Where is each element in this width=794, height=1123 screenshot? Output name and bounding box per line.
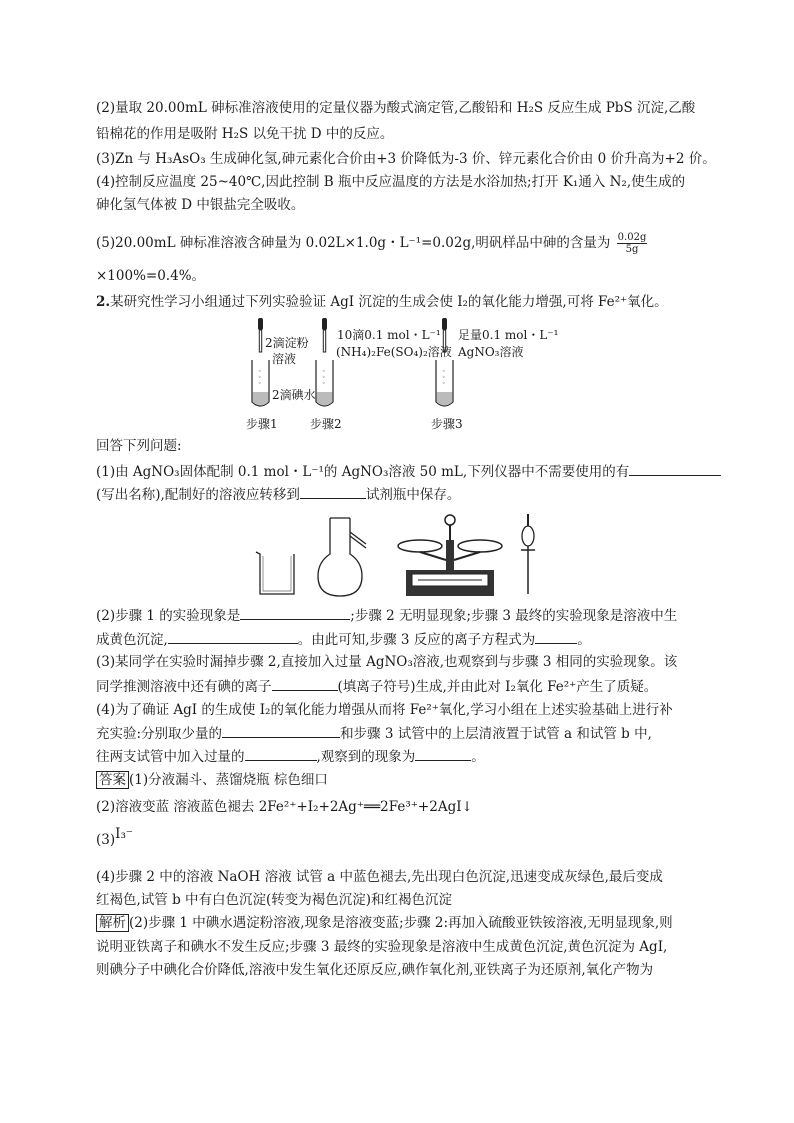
svg-text:◦: ◦ — [442, 374, 446, 381]
text-line: (3)Zn 与 H₃AsO₃ 生成砷化氢,砷元素化合价由+3 价降低为-3 价、锌元素化合价由 0 价升高为+2 价。 — [96, 151, 716, 167]
fraction-denominator: 5g — [625, 244, 639, 255]
answer-blank[interactable] — [245, 746, 317, 761]
text-line: (4)步骤 2 中的溶液 NaOH 溶液 试管 a 中蓝色褪去,先出现白色沉淀,迅速变成灰绿色,最后变成 — [96, 869, 663, 885]
text-segment: 同学推测溶液中还有碘的离子 — [96, 679, 272, 695]
answer-blank[interactable] — [240, 605, 350, 620]
text-line: (2)量取 20.00mL 砷标准溶液使用的定量仪器为酸式滴定管,乙酸铅和 H₂S 反应生成 PbS 沉淀,乙酸 — [96, 100, 696, 116]
text-segment: 和步骤 3 试管中的上层清液置于试管 a 和试管 b 中, — [340, 726, 652, 742]
text-line — [96, 629, 591, 650]
text-segment: (5)20.00mL 砷标准溶液含砷量为 0.02L×1.0g・L⁻¹=0.02g,明矾样品中砷的含量为 — [96, 235, 611, 251]
text-segment: (3) — [96, 832, 116, 848]
test-tube-icon — [436, 360, 453, 406]
text-segment: 。由此可知,步骤 3 反应的离子方程式为 — [297, 632, 536, 648]
text-segment: I₃⁻ — [115, 826, 133, 842]
explanation-tag: 解析 — [96, 914, 129, 932]
text-segment: (2)步骤 1 的实验现象是 — [96, 608, 241, 624]
text-segment: 成黄色沉淀, — [96, 632, 168, 648]
text-segment: (1)由 AgNO₃固体配制 0.1 mol・L⁻¹的 AgNO₃溶液 50 mL,下列仪器中不需要使用的有 — [96, 464, 630, 480]
text-line — [96, 232, 647, 255]
question-number: 2. — [96, 294, 111, 310]
question-text: 某研究性学习小组通过下列实验验证 AgI 沉淀的生成会使 I₂的氧化能力增强,可将 Fe²⁺氧化。 — [110, 294, 668, 310]
svg-text:◦: ◦ — [442, 368, 446, 375]
text-line: 说明亚铁离子和碘水不发生反应;步骤 3 最终的实验现象是溶液中生成黄色沉淀,黄色沉淀为 AgI, — [96, 939, 668, 955]
svg-text:◦: ◦ — [258, 368, 262, 375]
text-segment: ;步骤 2 无明显现象;步骤 3 最终的实验现象是溶液中生 — [350, 608, 678, 624]
figure-label: 2滴碘水 — [272, 388, 316, 402]
balance-icon — [398, 515, 502, 596]
svg-text:◦: ◦ — [258, 374, 262, 381]
text-segment: (2)步骤 1 中碘水遇淀粉溶液,现象是溶液变蓝;步骤 2:再加入硫酸亚铁铵溶液,无明显现象,则 — [129, 915, 673, 931]
svg-text:◦: ◦ — [322, 380, 326, 387]
text-line: (2)溶液变蓝 溶液蓝色褪去 2Fe²⁺+I₂+2Ag⁺══2Fe³⁺+2AgI↓ — [96, 799, 473, 815]
text-segment: (写出名称),配制好的溶液应转移到 — [96, 487, 300, 503]
distilling-flask-icon — [318, 518, 366, 596]
svg-text:◦: ◦ — [322, 374, 326, 381]
answer-blank[interactable] — [272, 676, 338, 691]
text-line: (4)为了确证 AgI 的生成使 I₂的氧化能力增强从而将 Fe²⁺氧化,学习小组在上述实验基础上进行补 — [96, 702, 673, 718]
text-segment: 。 — [577, 632, 591, 648]
text-line — [96, 676, 657, 697]
text-line — [96, 461, 721, 482]
answer-blank[interactable] — [222, 723, 340, 738]
answer-blank[interactable] — [535, 629, 577, 644]
text-line: 回答下列问题: — [96, 438, 182, 454]
text-segment: 。 — [471, 749, 485, 765]
figure-label: 10滴0.1 mol・L⁻¹ — [337, 328, 441, 342]
text-line: (4)控制反应温度 25~40℃,因此控制 B 瓶中反应温度的方法是水浴加热;打开 K₁通入 N₂,使生成的 — [96, 174, 686, 190]
text-line: 铅棉花的作用是吸附 H₂S 以免干扰 D 中的反应。 — [96, 126, 394, 142]
test-tube-icon — [252, 360, 269, 406]
figure-caption: 步骤1 — [246, 417, 278, 431]
text-segment: ,观察到的现象为 — [316, 749, 416, 765]
svg-text:◦: ◦ — [322, 368, 326, 375]
figure-label: 溶液 — [272, 352, 297, 366]
answer-blank[interactable] — [629, 461, 721, 476]
figure-caption: 步骤3 — [431, 417, 463, 431]
text-line: 则碘分子中碘化合价降低,溶液中发生氧化还原反应,碘作氧化剂,亚铁离子为还原剂,氧化产物为 — [96, 962, 654, 978]
text-segment: (1)分液漏斗、蒸馏烧瓶 棕色细口 — [129, 772, 328, 788]
text-line: 砷化氢气体被 D 中银盐完全吸收。 — [96, 197, 305, 213]
text-line — [96, 826, 133, 850]
figure-label: 足量0.1 mol・L⁻¹ — [458, 328, 559, 342]
fraction-numerator: 0.02g — [617, 232, 647, 243]
separatory-funnel-icon — [521, 514, 535, 594]
text-segment: (填离子符号)生成,并由此对 I₂氧化 Fe²⁺产生了质疑。 — [337, 679, 658, 695]
text-line: ×100%=0.4%。 — [96, 268, 206, 284]
fraction — [617, 232, 648, 255]
dropper-icon — [258, 318, 263, 352]
text-segment: 试剂瓶中保存。 — [365, 487, 461, 503]
figure-label: AgNO₃溶液 — [458, 345, 524, 359]
beaker-icon — [256, 552, 294, 594]
test-tube-icon — [316, 360, 333, 406]
figure-label: (NH₄)₂Fe(SO₄)₂溶液 — [336, 345, 452, 359]
figure-label: 2滴淀粉 — [265, 336, 309, 350]
svg-text:◦: ◦ — [258, 380, 262, 387]
text-line: 红褐色,试管 b 中有白色沉淀(转变为褐色沉淀)和红褐色沉淀 — [96, 892, 453, 908]
svg-text:◦: ◦ — [442, 380, 446, 387]
text-line — [96, 605, 677, 626]
question-heading — [96, 292, 668, 312]
text-segment: 往两支试管中加入过量的 — [96, 749, 245, 765]
answer-blank[interactable] — [168, 629, 298, 644]
answer-blank[interactable] — [415, 746, 471, 761]
text-line — [96, 746, 485, 767]
answer-blank[interactable] — [300, 484, 366, 499]
figure-caption: 步骤2 — [310, 417, 342, 431]
text-line — [96, 913, 673, 933]
text-line — [96, 723, 652, 744]
text-line: (3)某同学在实验时漏掉步骤 2,直接加入过量 AgNO₃溶液,也观察到与步骤 3 相同的实验现象。该 — [96, 654, 678, 670]
dropper-icon — [322, 318, 327, 352]
apparatus-figure — [250, 510, 550, 602]
answer-tag: 答案 — [96, 771, 129, 789]
text-line — [96, 484, 460, 505]
text-segment: 充实验:分别取少量的 — [96, 726, 223, 742]
text-line — [96, 770, 328, 790]
